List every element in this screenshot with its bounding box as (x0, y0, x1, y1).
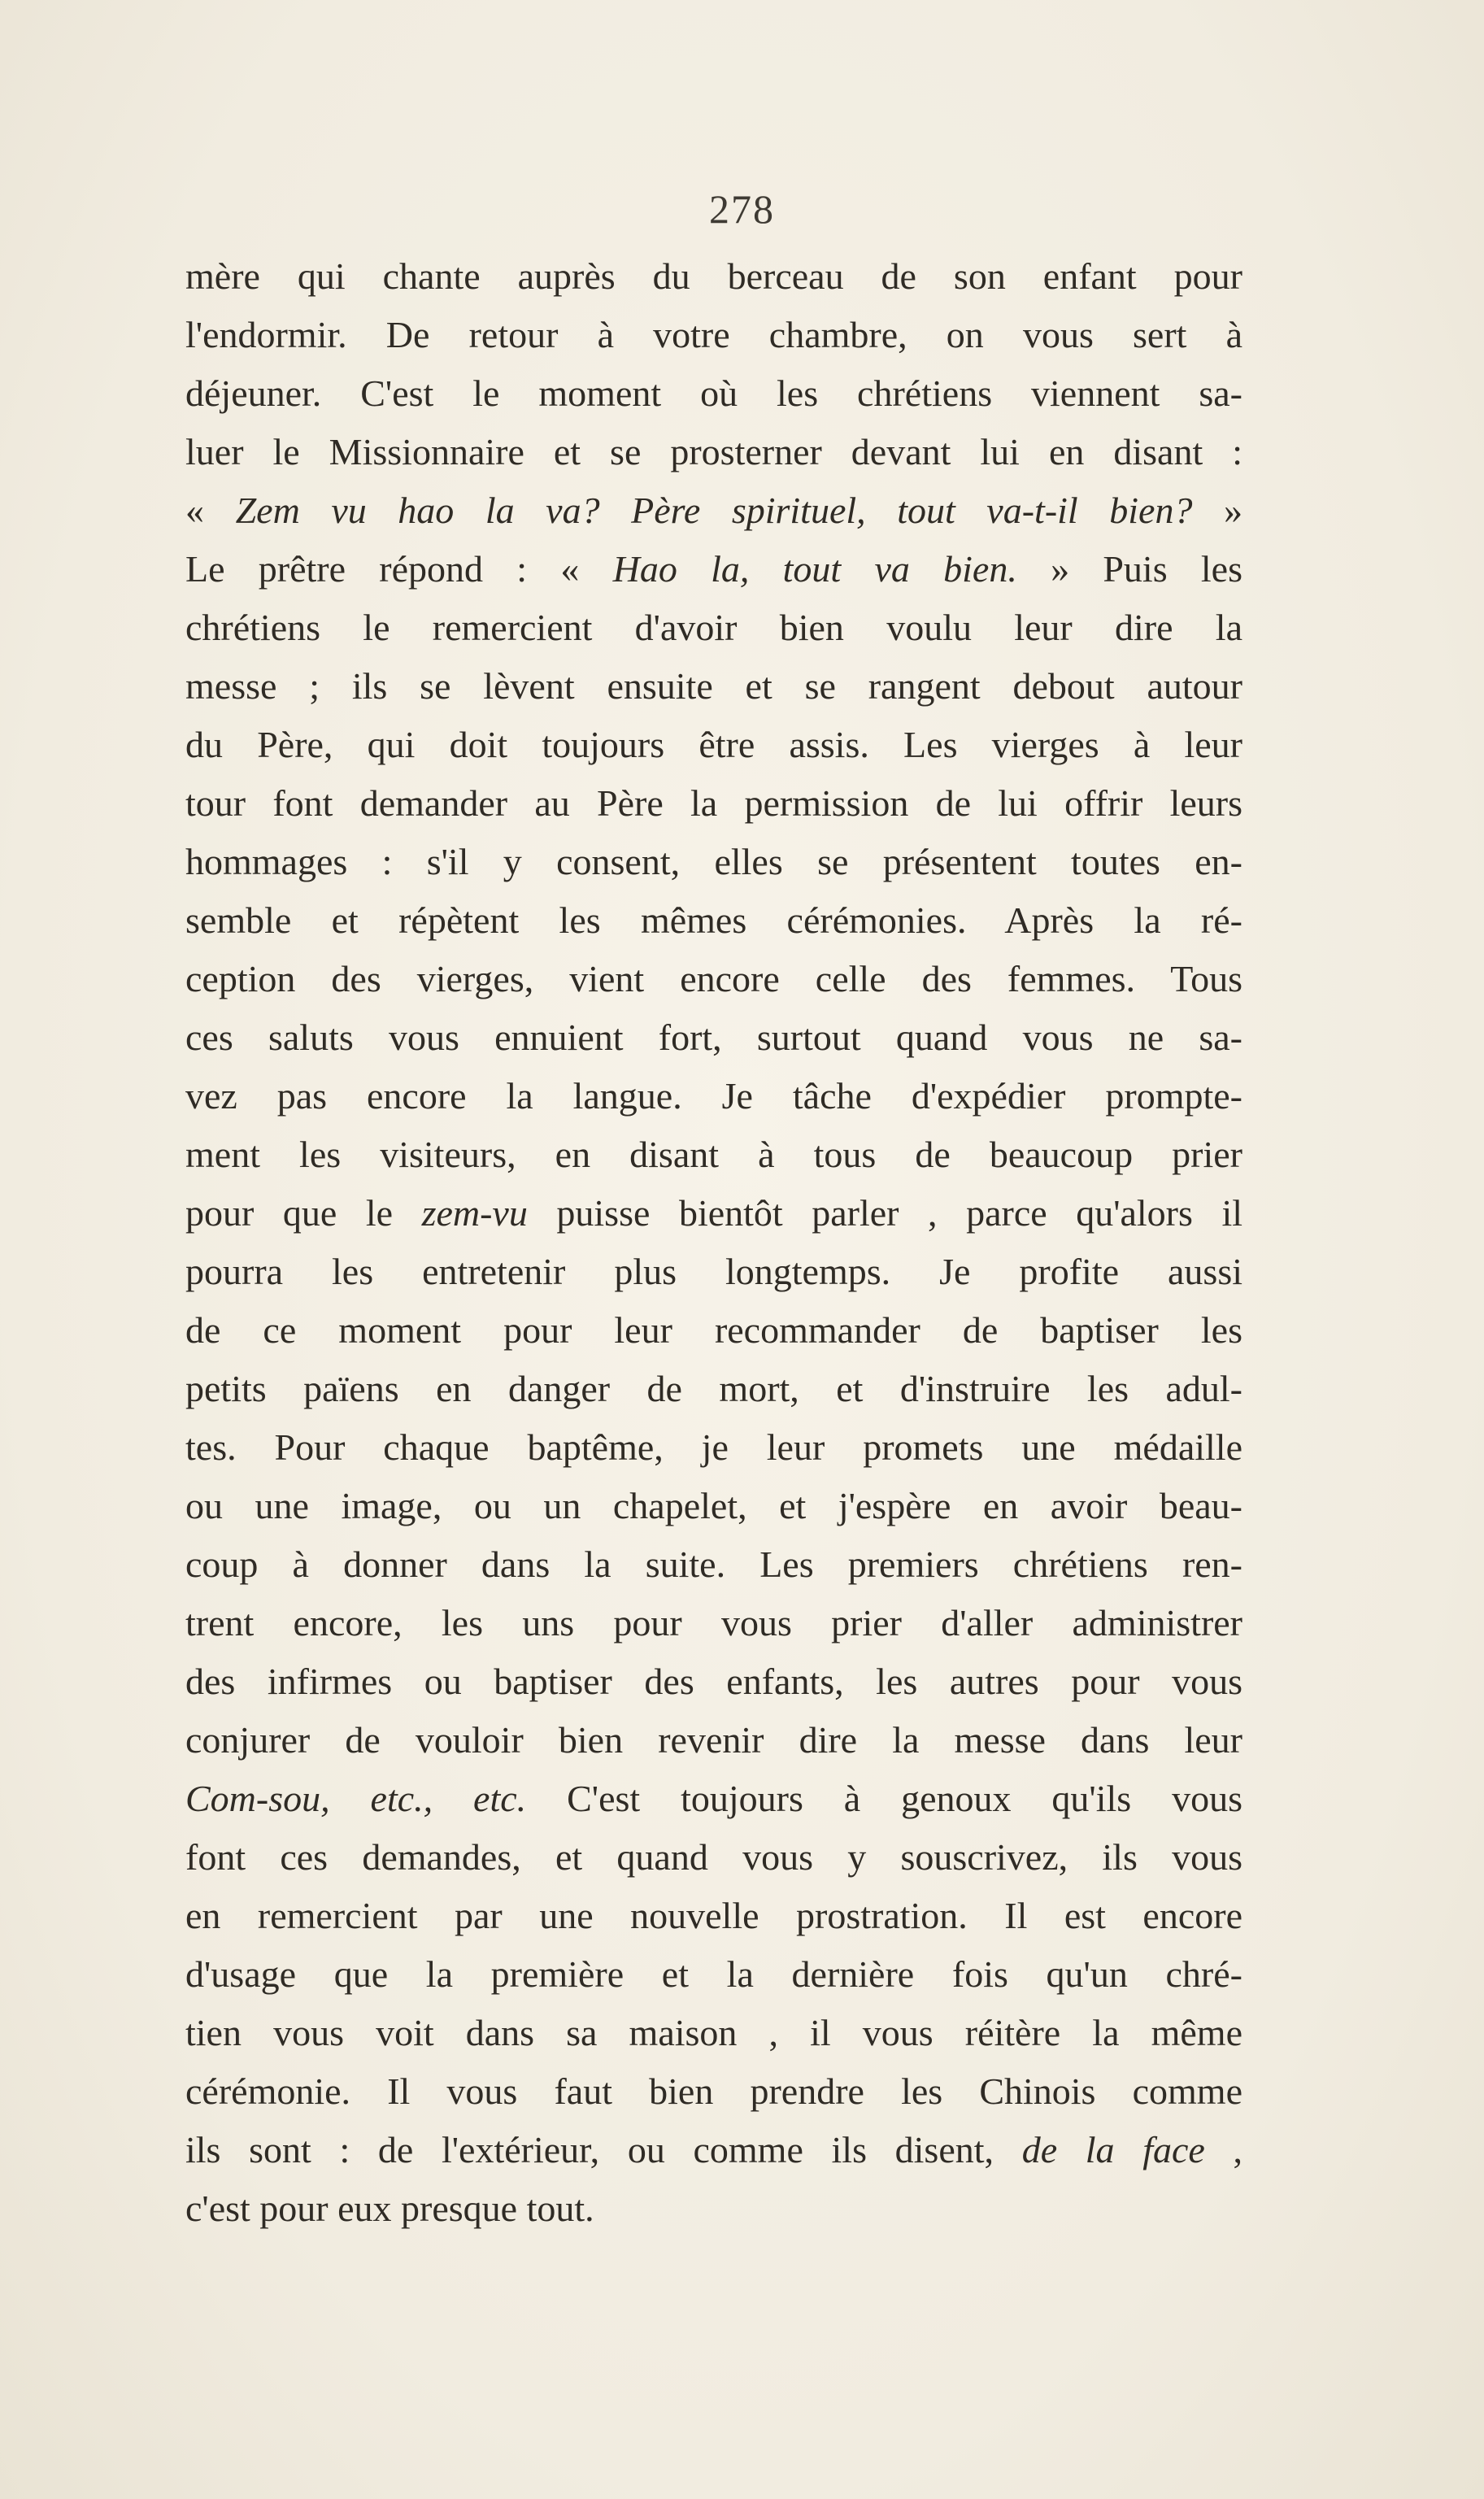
text-run: cérémonie. Il vous faut bien prendre les Chinois comme (185, 2070, 1242, 2112)
text-line (185, 423, 1242, 481)
text-line (185, 833, 1242, 891)
text-run: petits païens en danger de mort, et d'instruire les adul- (185, 1368, 1242, 1409)
text-run: pour que le (185, 1192, 422, 1234)
text-run: C'est toujours à genoux qu'ils vous (526, 1778, 1242, 1819)
text-line (185, 1243, 1242, 1301)
text-run: vez pas encore la langue. Je tâche d'expédier prompte- (185, 1075, 1242, 1117)
text-run: messe ; ils se lèvent ensuite et se rangent debout autour (185, 665, 1242, 707)
text-line (185, 1418, 1242, 1477)
text-run: ces saluts vous ennuient fort, surtout quand vous ne sa- (185, 1017, 1242, 1058)
italic-text-run: de la face (1021, 2129, 1205, 2170)
text-line (185, 1008, 1242, 1067)
text-run: tes. Pour chaque baptême, je leur promets une médaille (185, 1426, 1242, 1468)
text-line (185, 1770, 1242, 1828)
text-run: coup à donner dans la suite. Les premiers chrétiens ren- (185, 1543, 1242, 1585)
text-run: ou une image, ou un chapelet, et j'espère en avoir beau- (185, 1485, 1242, 1526)
text-line (185, 1535, 1242, 1594)
text-line (185, 364, 1242, 423)
text-line (185, 1828, 1242, 1887)
text-line (185, 1301, 1242, 1360)
text-line (185, 2179, 1242, 2238)
text-run: pourra les entretenir plus longtemps. Je profite aussi (185, 1251, 1242, 1292)
italic-text-run: zem-vu (421, 1192, 528, 1234)
text-run: ils sont : de l'extérieur, ou comme ils disent, (185, 2129, 1022, 2170)
text-run: en remercient par une nouvelle prostration. Il est encore (185, 1895, 1242, 1936)
text-line (185, 1477, 1242, 1535)
text-line (185, 2062, 1242, 2121)
text-line (185, 950, 1242, 1008)
text-line (185, 1360, 1242, 1418)
text-run: de ce moment pour leur recommander de baptiser les (185, 1309, 1242, 1351)
text-line (185, 1945, 1242, 2004)
text-run: tour font demander au Père la permission de lui offrir leurs (185, 782, 1242, 824)
italic-text-run: Hao la, tout va bien. (612, 548, 1017, 590)
text-run: » (1192, 490, 1242, 531)
text-run: ception des vierges, vient encore celle des femmes. Tous (185, 958, 1242, 999)
text-run: conjurer de vouloir bien revenir dire la messe dans leur (185, 1719, 1242, 1761)
text-run: l'endormir. De retour à votre chambre, on vous sert à (185, 314, 1242, 355)
text-run: des infirmes ou baptiser des enfants, les autres pour vous (185, 1661, 1242, 1702)
text-run: déjeuner. C'est le moment où les chrétiens viennent sa- (185, 372, 1242, 414)
text-line (185, 599, 1242, 657)
body-text (185, 247, 1242, 2238)
text-run: mère qui chante auprès du berceau de son enfant pour (185, 255, 1242, 297)
text-line (185, 774, 1242, 833)
text-line (185, 2004, 1242, 2062)
text-line (185, 247, 1242, 306)
text-line (185, 1184, 1242, 1243)
page-number: 278 (709, 186, 775, 232)
text-run: » Puis les (1016, 548, 1242, 590)
text-run: semble et répètent les mêmes cérémonies. Après la ré- (185, 899, 1242, 941)
text-run: Le prêtre répond : « (185, 548, 613, 590)
text-line (185, 1887, 1242, 1945)
text-line (185, 2121, 1242, 2179)
text-run: hommages : s'il y consent, elles se présentent toutes en- (185, 841, 1242, 882)
text-run: ment les visiteurs, en disant à tous de beaucoup prier (185, 1134, 1242, 1175)
text-run: luer le Missionnaire et se prosterner devant lui en disant : (185, 431, 1242, 472)
text-run: , (1204, 2129, 1242, 2170)
italic-text-run: Com-sou, etc., etc. (185, 1778, 527, 1819)
text-run: « (185, 490, 236, 531)
text-run: puisse bientôt parler , parce qu'alors il (527, 1192, 1242, 1234)
text-run: chrétiens le remercient d'avoir bien voulu leur dire la (185, 607, 1242, 648)
text-line (185, 1594, 1242, 1652)
text-line (185, 891, 1242, 950)
text-run: du Père, qui doit toujours être assis. Les vierges à leur (185, 724, 1242, 765)
text-line (185, 1711, 1242, 1770)
text-line (185, 657, 1242, 716)
italic-text-run: Zem vu hao la va? Père spirituel, tout va-t-il bien? (235, 490, 1193, 531)
text-run: trent encore, les uns pour vous prier d'aller administrer (185, 1602, 1242, 1644)
text-line (185, 1067, 1242, 1125)
text-run: font ces demandes, et quand vous y souscrivez, ils vous (185, 1836, 1242, 1878)
text-run: c'est pour eux presque tout. (185, 2188, 594, 2229)
text-line (185, 306, 1242, 364)
text-run: d'usage que la première et la dernière fois qu'un chré- (185, 1953, 1242, 1995)
text-line (185, 540, 1242, 599)
text-line (185, 481, 1242, 540)
text-line (185, 1125, 1242, 1184)
text-line (185, 716, 1242, 774)
text-run: tien vous voit dans sa maison , il vous réitère la même (185, 2012, 1242, 2053)
text-line (185, 1652, 1242, 1711)
